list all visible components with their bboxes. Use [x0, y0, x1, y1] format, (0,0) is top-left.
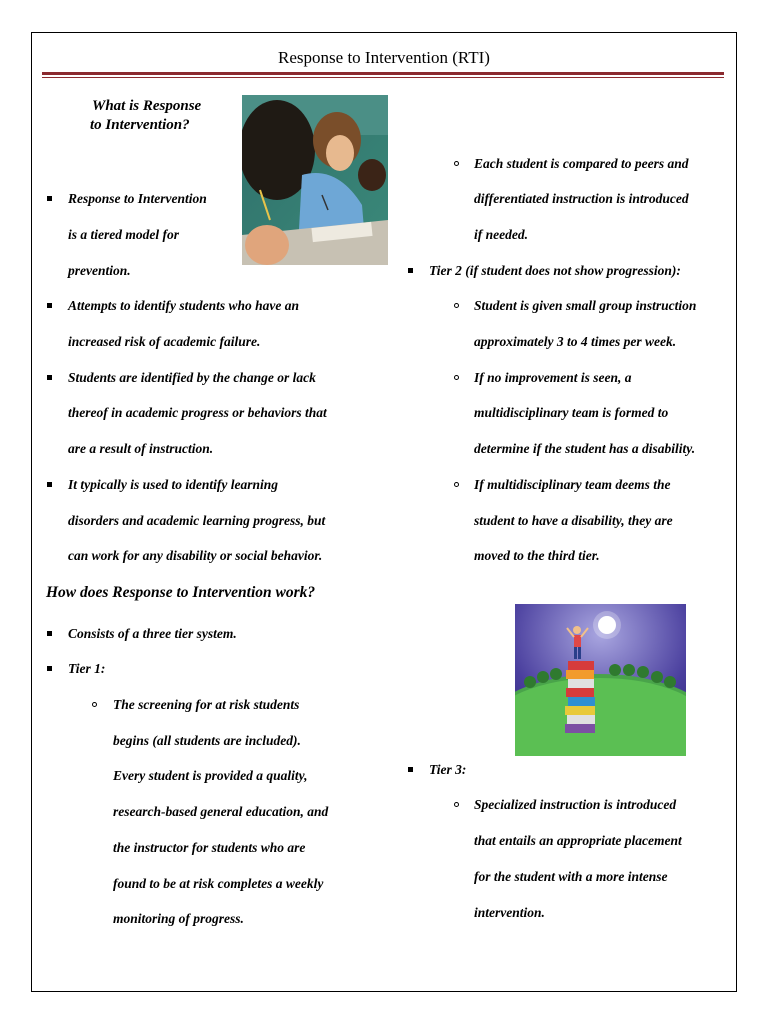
intro-bullet-3-line3: are a result of instruction.: [68, 441, 214, 456]
book-stack-illustration: [515, 604, 686, 756]
bullet-marker: [47, 196, 52, 201]
intro-bullet-4-line3: can work for any disability or social behavior.: [68, 548, 323, 563]
tier2-line: If no improvement is seen, a: [474, 370, 632, 385]
tier1-line: research-based general education, and: [113, 804, 329, 819]
bullet-marker: [408, 767, 413, 772]
tier3-label: Tier 3:: [429, 762, 467, 777]
intro-bullet-1-line1: Response to Intervention: [68, 191, 207, 206]
tier1-cont-line: if needed.: [474, 227, 528, 242]
page-title: Response to Intervention (RTI): [278, 48, 490, 67]
tier2-line: approximately 3 to 4 times per week.: [474, 334, 677, 349]
tier3-line: Specialized instruction is introduced: [474, 797, 677, 812]
tier1-cont-line: differentiated instruction is introduced: [474, 191, 689, 206]
bullet-marker: [408, 268, 413, 273]
tier2-line: moved to the third tier.: [474, 548, 600, 563]
tier3-line: that entails an appropriate placement: [474, 833, 682, 848]
how-bullet-1: Consists of a three tier system.: [68, 626, 237, 641]
tier2-line: If multidisciplinary team deems the: [474, 477, 671, 492]
intro-bullet-1-line3: prevention.: [68, 263, 131, 278]
tier1-label: Tier 1:: [68, 661, 106, 676]
tier1-line: The screening for at risk students: [113, 697, 300, 712]
sub-bullet-marker: [92, 702, 97, 707]
bullet-marker: [47, 666, 52, 671]
tier1-line: Every student is provided a quality,: [113, 768, 308, 783]
tier2-line: multidisciplinary team is formed to: [474, 405, 669, 420]
bullet-marker: [47, 375, 52, 380]
title-rule-thin: [42, 77, 724, 78]
tier2-line: student to have a disability, they are: [474, 513, 673, 528]
intro-bullet-2-line2: increased risk of academic failure.: [68, 334, 261, 349]
tier1-line: monitoring of progress.: [113, 911, 244, 926]
intro-bullet-3-line1: Students are identified by the change or lack: [68, 370, 316, 385]
intro-bullet-4-line2: disorders and academic learning progress, but: [68, 513, 326, 528]
tier1-line: begins (all students are included).: [113, 733, 301, 748]
bullet-marker: [47, 482, 52, 487]
bullet-marker: [47, 303, 52, 308]
sub-bullet-marker: [454, 482, 459, 487]
bullet-marker: [47, 631, 52, 636]
tier1-line: found to be at risk completes a weekly: [113, 876, 324, 891]
tier3-line: intervention.: [474, 905, 545, 920]
tier1-line: the instructor for students who are: [113, 840, 306, 855]
classroom-photo: [242, 95, 388, 265]
tier1-cont-line: Each student is compared to peers and: [474, 156, 689, 171]
intro-heading: What is Response to Intervention?: [90, 98, 202, 133]
tier2-label: Tier 2 (if student does not show progression):: [429, 263, 681, 278]
sub-bullet-marker: [454, 375, 459, 380]
intro-bullet-2-line1: Attempts to identify students who have an: [68, 298, 300, 313]
sub-bullet-marker: [454, 161, 459, 166]
title-rule-thick: [42, 72, 724, 75]
tier2-line: determine if the student has a disability.: [474, 441, 696, 456]
intro-bullet-3-line2: thereof in academic progress or behaviors that: [68, 405, 327, 420]
sub-bullet-marker: [454, 802, 459, 807]
intro-bullet-1-line2: is a tiered model for: [68, 227, 179, 242]
intro-bullet-4-line1: It typically is used to identify learning: [68, 477, 278, 492]
sub-bullet-marker: [454, 303, 459, 308]
tier2-line: Student is given small group instruction: [474, 298, 697, 313]
tier3-line: for the student with a more intense: [474, 869, 668, 884]
how-heading: How does Response to Intervention work?: [46, 584, 316, 601]
